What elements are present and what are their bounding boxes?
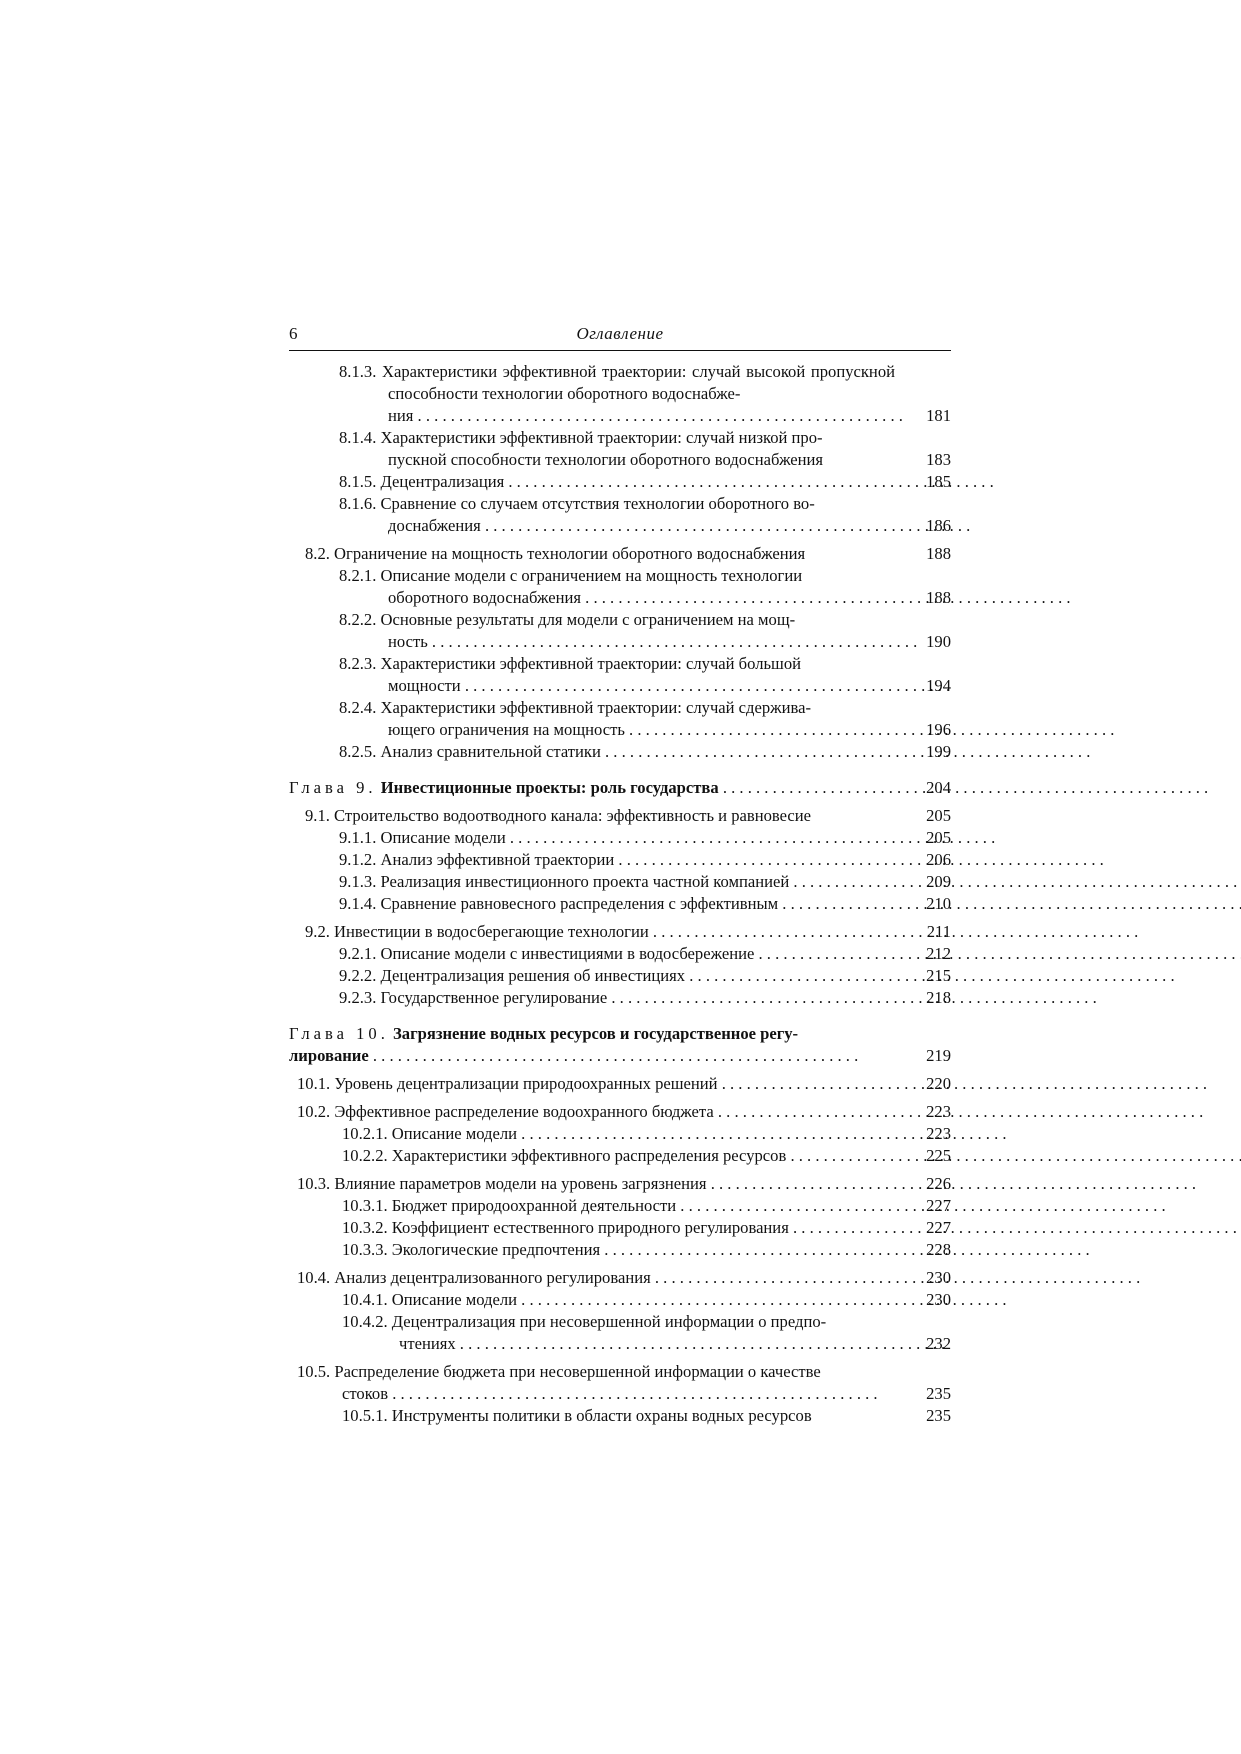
toc-entry[interactable] [342,1123,951,1145]
page-ref: 227 [926,1218,951,1237]
entry-text: 9.1.4. Сравнение равновесного распределения с эффективным [339,894,779,913]
entry-text: ния [388,406,414,425]
page-ref: 206 [926,850,951,869]
toc-entry[interactable] [339,741,951,763]
page-ref: 205 [926,828,951,847]
entry-body [342,1289,951,1311]
entry-text-line [297,1267,951,1289]
table-of-contents [289,361,951,1427]
page-ref: 188 [926,588,951,607]
leader-dots [600,1240,1090,1259]
entry-body [339,943,951,965]
leader-dots [456,1334,946,1353]
leader-dots [369,1046,859,1065]
entry-text: 8.2.5. Анализ сравнительной статики [339,742,601,761]
entry-text: ность [388,632,428,651]
chapter-label: Глава 9. [289,778,377,797]
entry-text-last-line [388,405,951,427]
entry-text-last-line [388,449,951,471]
entry-body [342,1405,951,1427]
toc-entry[interactable] [339,965,951,987]
entry-text-line [339,871,951,893]
entry-text: доснабжения [388,516,481,535]
page-ref: 230 [926,1268,951,1287]
entry-text: чтениях [399,1334,456,1353]
chapter-title-last-line [289,1045,951,1067]
leader-dots [413,406,903,425]
entry-text-line [342,1239,951,1261]
entry-text: 8.1.5. Децентрализация [339,472,505,491]
leader-dots [789,872,1241,891]
entry-text-line [339,849,951,871]
toc-entry[interactable] [339,609,951,653]
toc-entry[interactable] [339,893,951,915]
entry-text: 9.2.1. Описание модели с инвестициями в водосбережение [339,944,755,963]
leader-dots [428,632,918,651]
entry-text: 10.3. Влияние параметров модели на уровень загрязнения [297,1174,707,1193]
chapter-title: Инвестиционные проекты: роль государства [380,778,719,797]
toc-entry[interactable] [342,1289,951,1311]
page-ref: 223 [926,1102,951,1121]
entry-body [305,543,951,565]
leader-dots [625,720,1115,739]
entry-text: 10.3.2. Коэффициент естественного природного регулирования [342,1218,789,1237]
entry-text: мощности [388,676,461,695]
toc-entry[interactable] [289,777,951,799]
chapter-heading-text [289,778,719,797]
entry-text: 10.3.1. Бюджет природоохранной деятельности [342,1196,677,1215]
entry-text-line [339,943,951,965]
leader-dots [601,742,1091,761]
page-ref: 194 [926,676,951,695]
page-ref: 199 [926,742,951,761]
page-ref: 183 [926,450,951,469]
entry-body [342,1195,951,1217]
entry-text: 10.4. Анализ децентрализованного регулирования [297,1268,651,1287]
leader-dots [651,1268,1141,1287]
entry-text-last-line [388,515,951,537]
toc-entry[interactable] [342,1195,951,1217]
entry-body [342,1311,951,1355]
toc-entry[interactable] [297,1073,951,1095]
entry-text-line [339,827,951,849]
chapter-title-cont: лирование [289,1046,369,1065]
entry-text-last-line [342,1383,951,1405]
entry-body [339,361,951,427]
toc-entry[interactable] [297,1173,951,1195]
page-ref: 230 [926,1290,951,1309]
entry-text-line: 10.5. Распределение бюджета при несовершенной информации о качестве [297,1362,821,1381]
page-ref: 225 [926,1146,951,1165]
page-ref: 212 [926,944,951,963]
entry-text: 10.3.3. Экологические предпочтения [342,1240,601,1259]
entry-text: 9.1.2. Анализ эффективной траектории [339,850,615,869]
entry-text-line [305,921,951,943]
entry-text-line: 8.2.4. Характеристики эффективной траектории: случай сдержива- [339,698,812,717]
page-ref: 185 [926,472,951,491]
page-ref: 226 [926,1174,951,1193]
entry-body [297,1173,951,1195]
entry-text: пускной способности технологии оборотного водоснабжения [388,450,824,469]
entry-text-line [297,1173,951,1195]
entry-body [342,1217,951,1239]
entry-body [339,871,951,893]
entry-body [339,893,951,915]
entry-text: 10.1. Уровень децентрализации природоохранных решений [297,1074,718,1093]
spacer [289,1009,951,1023]
page-ref: 211 [926,922,951,941]
entry-text: 9.1.3. Реализация инвестиционного проекта частной компанией [339,872,790,891]
chapter-heading [289,777,951,799]
page-ref: 218 [926,988,951,1007]
toc-entry[interactable] [339,427,951,471]
entry-text: оборотного водоснабжения [388,588,582,607]
toc-entry[interactable] [342,1145,951,1167]
entry-text-line [342,1217,951,1239]
toc-entry[interactable] [289,1023,951,1067]
entry-text-line: 8.2.3. Характеристики эффективной траектории: случай большой [339,654,802,673]
entry-body [339,741,951,763]
leader-dots [388,1384,878,1403]
toc-entry[interactable] [342,1239,951,1261]
chapter-label: Глава 10. [289,1024,389,1043]
entry-text: 9.1.1. Описание модели [339,828,506,847]
entry-text: 10.4.1. Описание модели [342,1290,518,1309]
running-title: Оглавление [576,324,664,343]
page-ref: 188 [926,544,951,563]
entry-text-line [339,471,951,493]
entry-text: 10.2.2. Характеристики эффективного распределения ресурсов [342,1146,787,1165]
toc-entry[interactable] [339,471,951,493]
entry-body [339,987,951,1009]
entry-text-line: 10.4.2. Децентрализация при несовершенной информации о предпо- [342,1312,827,1331]
entry-body [342,1123,951,1145]
entry-text-last-line [399,1333,951,1355]
entry-text: 10.2. Эффективное распределение водоохранного бюджета [297,1102,714,1121]
entry-body [339,827,951,849]
entry-text: 9.1. Строительство водоотводного канала: эффективность и равновесие [305,806,812,825]
entry-text: ющего ограничения на мощность [388,720,625,739]
toc-entry[interactable] [339,493,951,537]
entry-body [297,1073,951,1095]
page-ref: 181 [926,406,951,425]
page-ref: 205 [926,806,951,825]
entry-text-line [342,1195,951,1217]
entry-text: 10.2.1. Описание модели [342,1124,518,1143]
page-ref: 235 [926,1384,951,1403]
entry-text-last-line [388,719,951,741]
entry-text: 9.2.2. Децентрализация решения об инвестициях [339,966,686,985]
toc-entry[interactable] [339,653,951,697]
entry-text-line [305,805,951,827]
toc-entry[interactable] [297,1361,951,1405]
leader-dots [789,1218,1241,1237]
entry-body [339,849,951,871]
leader-dots [714,1102,1204,1121]
toc-entry[interactable] [339,871,951,893]
entry-text-last-line [388,675,951,697]
leader-dots [707,1174,1197,1193]
leader-dots [461,676,951,695]
toc-entry[interactable] [305,805,951,827]
entry-text-line [339,893,951,915]
entry-body [297,1267,951,1289]
toc-entry[interactable] [339,565,951,609]
leader-dots [778,894,1241,913]
entry-text-line: 8.1.3. Характеристики эффективной траектории: случай высокой пропускной способности технологии оборотного водоснабже- [339,362,895,403]
entry-body [339,427,951,471]
spacer [289,763,951,777]
page-ref: 220 [926,1074,951,1093]
entry-text-line [297,1101,951,1123]
page-ref: 227 [926,1196,951,1215]
leader-dots [719,778,1209,797]
page-ref: 196 [926,720,951,739]
entry-text-line: 8.1.4. Характеристики эффективной траектории: случай низкой про- [339,428,823,447]
entry-body [342,1239,951,1261]
entry-body [339,493,951,537]
page-ref: 186 [926,516,951,535]
leader-dots [718,1074,1208,1093]
entry-body [339,609,951,653]
entry-text-last-line [388,631,951,653]
entry-body [339,697,951,741]
leader-dots [754,944,1241,963]
entry-text-line: 8.1.6. Сравнение со случаем отсутствия технологии оборотного во- [339,494,815,513]
page-ref: 210 [926,894,951,913]
entry-body [339,965,951,987]
page-ref: 235 [926,1406,951,1425]
leader-dots [786,1146,1241,1165]
entry-text-line [305,543,951,565]
toc-entry[interactable] [339,827,951,849]
entry-text-last-line [388,587,951,609]
entry-text-line [339,987,951,1009]
entry-text-line [342,1405,951,1427]
toc-entry[interactable] [297,1101,951,1123]
entry-text-line [342,1289,951,1311]
page-ref: 232 [926,1334,951,1353]
toc-entry[interactable] [339,697,951,741]
running-header [289,322,951,351]
toc-entry[interactable] [342,1405,951,1427]
entry-body [305,921,951,943]
page-ref: 219 [926,1046,951,1065]
toc-entry[interactable] [342,1311,951,1355]
toc-entry[interactable] [339,943,951,965]
entry-text-line [297,1073,951,1095]
entry-body [297,1361,951,1405]
leader-dots [481,516,971,535]
toc-entry[interactable] [297,1267,951,1289]
entry-body [297,1101,951,1123]
entry-body [339,471,951,493]
toc-entry[interactable] [339,987,951,1009]
entry-body [305,805,951,827]
page-number: 6 [289,324,298,343]
book-page [289,322,951,1427]
chapter-title: Загрязнение водных ресурсов и государственное регу- [393,1024,799,1043]
entry-text: 9.2. Инвестиции в водосберегающие технологии [305,922,649,941]
page-ref: 209 [926,872,951,891]
entry-text-line [342,1123,951,1145]
toc-entry[interactable] [339,849,951,871]
page-ref: 190 [926,632,951,651]
leader-dots [607,988,1097,1007]
entry-text-line [342,1145,951,1167]
chapter-heading [289,1023,951,1045]
entry-text: 9.2.3. Государственное регулирование [339,988,608,1007]
entry-text-line: 8.2.2. Основные результаты для модели с ограничением на мощ- [339,610,796,629]
entry-body [342,1145,951,1167]
entry-body [339,653,951,697]
toc-entry[interactable] [305,543,951,565]
toc-entry[interactable] [305,921,951,943]
entry-text: 8.2. Ограничение на мощность технологии оборотного водоснабжения [305,544,806,563]
entry-body [339,565,951,609]
page-ref: 223 [926,1124,951,1143]
entry-text-line [339,741,951,763]
leader-dots [649,922,1139,941]
toc-entry[interactable] [342,1217,951,1239]
page-ref: 204 [926,778,951,797]
entry-text-line: 8.2.1. Описание модели с ограничением на мощность технологии [339,566,803,585]
page-ref: 228 [926,1240,951,1259]
leader-dots [581,588,1071,607]
entry-text: 10.5.1. Инструменты политики в области охраны водных ресурсов [342,1406,812,1425]
toc-entry[interactable] [339,361,951,427]
leader-dots [614,850,1104,869]
entry-text: стоков [342,1384,389,1403]
page-ref: 215 [926,966,951,985]
entry-text-line [339,965,951,987]
